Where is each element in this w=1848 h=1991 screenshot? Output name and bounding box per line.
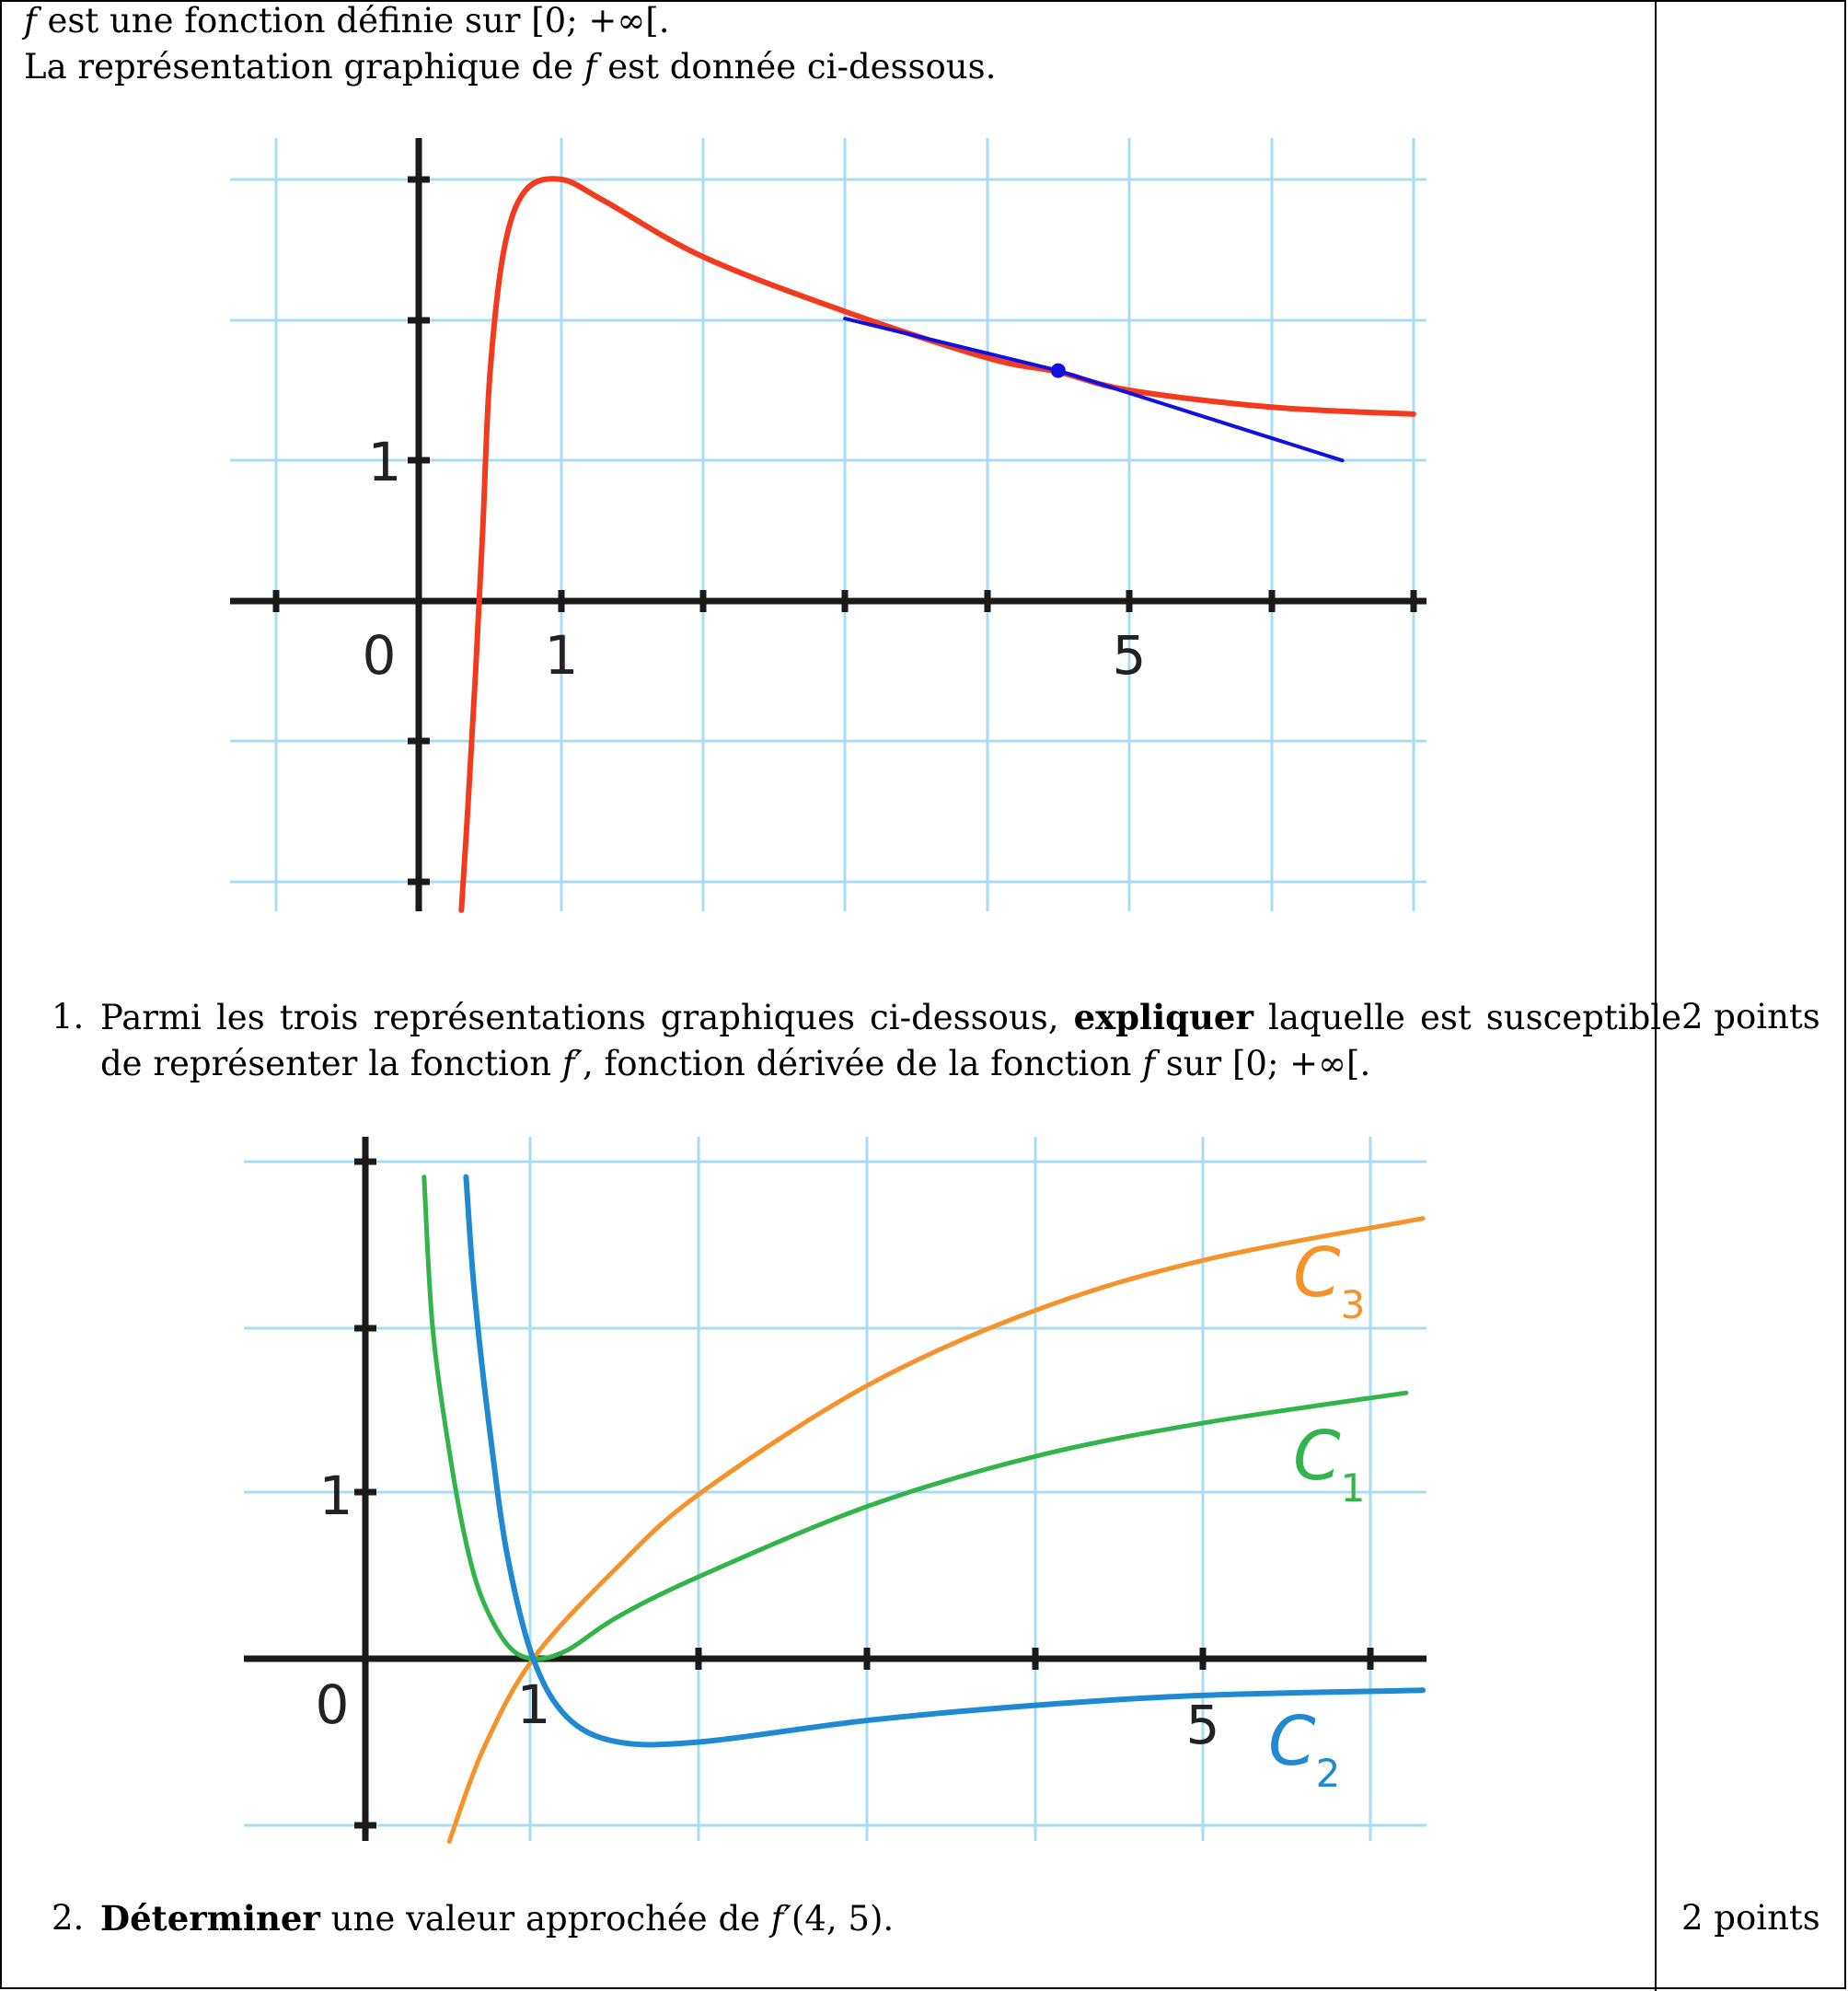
intro-line-2-post: est donnée ci-dessous. [596, 47, 997, 87]
intro-line-2-pre: La représentation graphique de [24, 47, 584, 87]
chart-candidates-axes [244, 1137, 1426, 1841]
question-1-points: 2 points [1681, 997, 1820, 1036]
intro-line-1-text: est une fonction définie sur [0; +∞[. [36, 1, 670, 41]
question-2-var: f′ [770, 1899, 791, 1939]
curve-label-c3-letter: C [1293, 1233, 1341, 1313]
chart-candidates-grid [244, 1137, 1426, 1841]
intro-var: f [24, 1, 37, 41]
question-2-keyword: Déterminer [100, 1898, 320, 1939]
question-2-text-mid: une valeur approchée de [319, 1899, 771, 1939]
chart-candidates-x-tick-label: 1 [516, 1673, 551, 1736]
chart-candidates-origin-label: 0 [315, 1673, 350, 1736]
question-1-var2: f [1142, 1044, 1155, 1083]
curve-label-c2-sub: 2 [1315, 1751, 1341, 1796]
question-2-number: 2. [52, 1898, 85, 1938]
curve-label-c2 [1268, 1702, 1340, 1796]
curve-label-c2-letter: C [1268, 1702, 1316, 1781]
question-2-text-post: (4, 5). [791, 1899, 895, 1939]
intro-line-2-var: f [583, 47, 597, 87]
chart-f-origin-label: 0 [362, 624, 397, 687]
question-1-text-pre: Parmi les trois représentations graphiques ci-dessous, [100, 998, 1074, 1037]
question-1-text-post: sur [0; +∞[. [1154, 1044, 1371, 1083]
chart-candidates-y-tick-label: 1 [318, 1464, 353, 1527]
question-1-number: 1. [52, 997, 85, 1036]
curve-label-c3-sub: 3 [1340, 1282, 1366, 1327]
question-2-text [100, 1895, 894, 1942]
curve-label-c3 [1293, 1233, 1365, 1327]
question-1-var: f′ [561, 1044, 583, 1083]
curve-label-c1-sub: 1 [1340, 1465, 1366, 1511]
question-1-keyword: expliquer [1073, 997, 1253, 1037]
chart-f-x-tick-label: 5 [1112, 624, 1147, 687]
chart-candidates-x-tick-label: 5 [1185, 1694, 1220, 1756]
curve-label-c1 [1293, 1417, 1365, 1511]
chart-f-y-tick-label: 1 [367, 431, 402, 493]
question-1-text-mid2: , fonction dérivée de la fonction [582, 1044, 1143, 1083]
curve-label-c1-letter: C [1293, 1417, 1341, 1496]
question-1-text-mid: laquelle est susceptible de représenter la fonction [100, 998, 1681, 1083]
chart-f-x-tick-label: 1 [544, 624, 579, 687]
question-2-points: 2 points [1681, 1898, 1820, 1938]
